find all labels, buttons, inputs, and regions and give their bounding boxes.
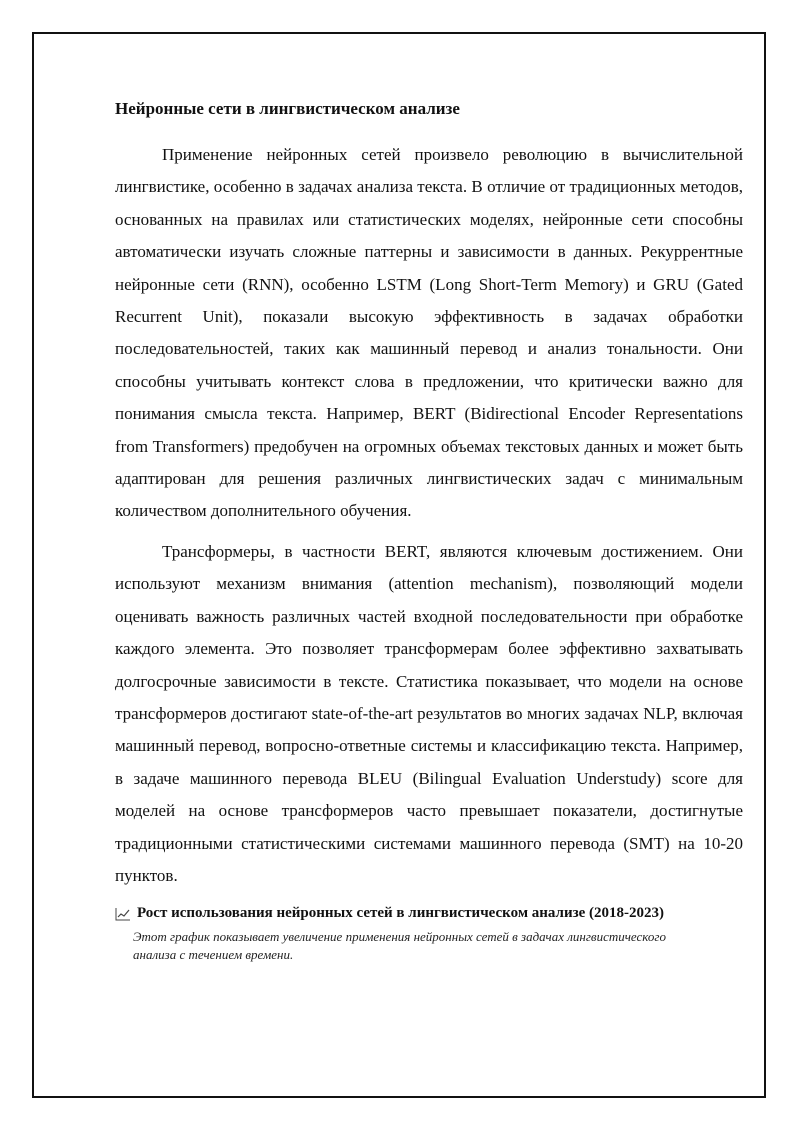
figure-title: Рост использования нейронных сетей в лингвистическом анализе (2018-2023) (137, 905, 665, 922)
paragraph-2: Трансформеры, в частности BERT, являются ключевым достижением. Они используют механизм внимания (attention mechanism), позволяющий модели оценивать важность различных частей входной последовательности при обработке каждого элемента. Это позволяет трансформерам более эффективно захватывать долгосрочные зависимости в тексте. Статистика показывает, что модели на основе трансформеров достигают state-of-the-art результатов во многих задачах NLP, включая машинный перевод, вопросно-ответные системы и классификацию текста. Например, в задаче машинного перевода BLEU (Bilingual Evaluation Understudy) score для моделей на основе трансформеров часто превышает показатели, достигнутые традиционными статистическими системами машинного перевода (SMT) на 10-20 пунктов. (115, 541, 743, 885)
figure-description: Этот график показывает увеличение применения нейронных сетей в задачах лингвистического анализа с течением времени. (133, 929, 666, 963)
chart-increasing-icon (115, 906, 131, 920)
figure-title-row (115, 902, 743, 924)
section-heading: Нейронные сети в лингвистическом анализе (115, 99, 460, 118)
paragraph-1: Применение нейронных сетей произвело революцию в вычислительной лингвистике, особенно в задачах анализа текста. В отличие от традиционных методов, основанных на правилах или статистических моделях, нейронные сети способны автоматически изучать сложные паттерны и зависимости в данных. Рекуррентные нейронные сети (RNN), особенно LSTM (Long Short-Term Memory) и GRU (Gated Recurrent Unit), показали высокую эффективность в задачах обработки последовательностей, таких как машинный перевод и анализ тональности. Они способны учитывать контекст слова в предложении, что критически важно для понимания смысла текста. Например, BERT (Bidirectional Encoder Representations from Transformers) предобучен на огромных объемах текстовых данных и может быть адаптирован для решения различных лингвистических задач с минимальным количеством дополнительного обучения. (115, 145, 743, 521)
document-body (115, 97, 743, 964)
figure-caption (115, 902, 743, 964)
